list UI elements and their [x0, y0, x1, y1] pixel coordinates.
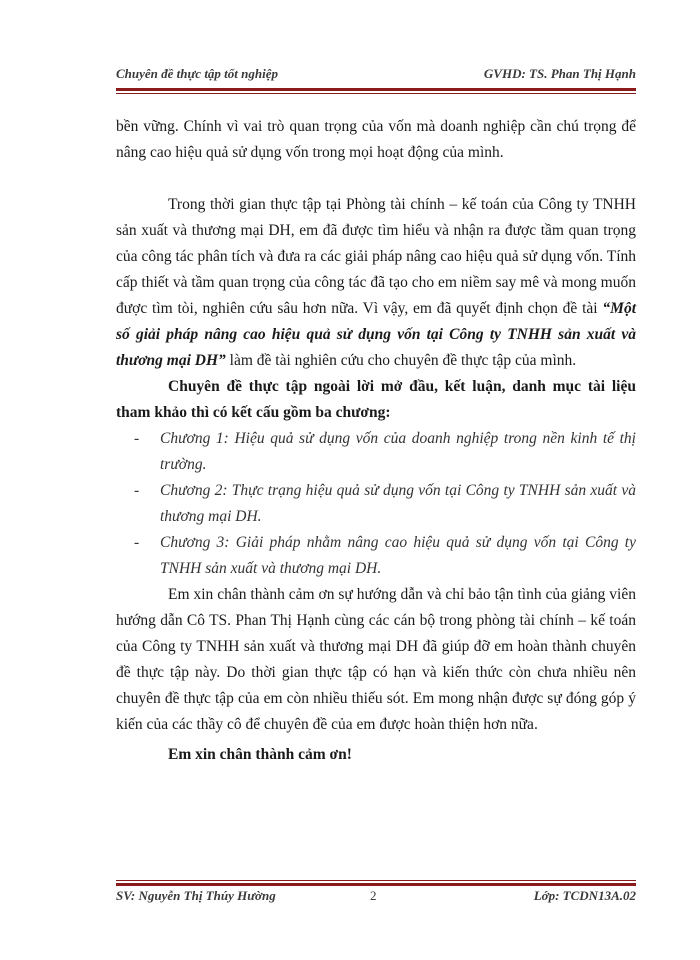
page-number: 2 — [370, 888, 377, 903]
footer-rule-thin — [116, 880, 636, 881]
footer-class-code: Lớp: TCDN13A.02 — [533, 888, 636, 903]
footer-rule-thick — [116, 883, 636, 886]
paragraph-internship — [116, 192, 636, 374]
chapter-item — [116, 530, 636, 582]
paragraph-internship-tail: làm đề tài nghiên cứu cho chuyên đề thực tập của mình. — [225, 352, 577, 369]
footer-student-name: SV: Nguyễn Thị Thúy Hường — [116, 888, 276, 903]
paragraph-internship-text: Trong thời gian thực tập tại Phòng tài chính – kế toán của Công ty TNHH sản xuất và thương mại DH, em đã được tìm hiểu và nhận ra được tầm quan trọng của công tác phân tích và đưa ra các giải pháp nâng cao hiệu quả sử dụng vốn. Tính cấp thiết và tầm quan trọng của công tác đã tạo cho em niềm say mê và mong muốn được tìm tòi, nghiên cứu sâu hơn nữa. Vì vậy, em đã quyết định chọn đề tài — [116, 196, 636, 317]
paragraph-structure: Chuyên đề thực tập ngoài lời mở đầu, kết luận, danh mục tài liệu tham khảo thì có kết cấu gồm ba chương: — [116, 378, 636, 421]
header-rule-thick — [116, 88, 636, 91]
chapter-text: Chương 2: Thực trạng hiệu quả sử dụng vốn tại Công ty TNHH sản xuất và thương mại DH. — [160, 482, 636, 525]
chapter-text: Chương 1: Hiệu quả sử dụng vốn của doanh nghiệp trong nền kinh tế thị trường. — [160, 430, 636, 473]
header-document-title: Chuyên đề thực tập tốt nghiệp — [116, 66, 278, 81]
list-dash: - — [134, 430, 140, 447]
paragraph-acknowledgement: Em xin chân thành cảm ơn sự hướng dẫn và chỉ bảo tận tình của giảng viên hướng dẫn Cô TS. Phan Thị Hạnh cùng các cán bộ trong phòng tài chính – kế toán của Công ty TNHH sản xuất và thương mại DH đã giúp đỡ em hoàn thành chuyên đề thực tập này. Do thời gian thực tập có hạn và kiến thức còn chưa nhiều nên chuyên đề thực tập của em còn nhiều thiếu sót. Em mong nhận được sự đóng góp ý kiến của các thầy cô để chuyên đề của em được hoàn thiện hơn nữa. — [116, 586, 636, 733]
header-rule-thin — [116, 93, 636, 94]
document-body — [116, 114, 636, 768]
list-dash: - — [134, 534, 140, 551]
chapter-item — [116, 426, 636, 478]
chapter-item — [116, 478, 636, 530]
thesis-title: “Một số giải pháp nâng cao hiệu quả sử dụng vốn tại Công ty TNHH sản xuất và thương mại DH” — [116, 300, 636, 369]
page-footer — [116, 888, 636, 908]
page-header — [116, 66, 636, 86]
paragraph-thanks: Em xin chân thành cảm ơn! — [168, 746, 352, 763]
paragraph-intro-end: bền vững. Chính vì vai trò quan trọng của vốn mà doanh nghiệp cần chú trọng để nâng cao hiệu quả sử dụng vốn trong mọi hoạt động của mình. — [116, 118, 636, 161]
chapter-list — [116, 426, 636, 582]
list-dash: - — [134, 482, 140, 499]
chapter-text: Chương 3: Giải pháp nhằm nâng cao hiệu quả sử dụng vốn tại Công ty TNHH sản xuất và thương mại DH. — [160, 534, 636, 577]
header-supervisor: GVHD: TS. Phan Thị Hạnh — [483, 66, 636, 81]
